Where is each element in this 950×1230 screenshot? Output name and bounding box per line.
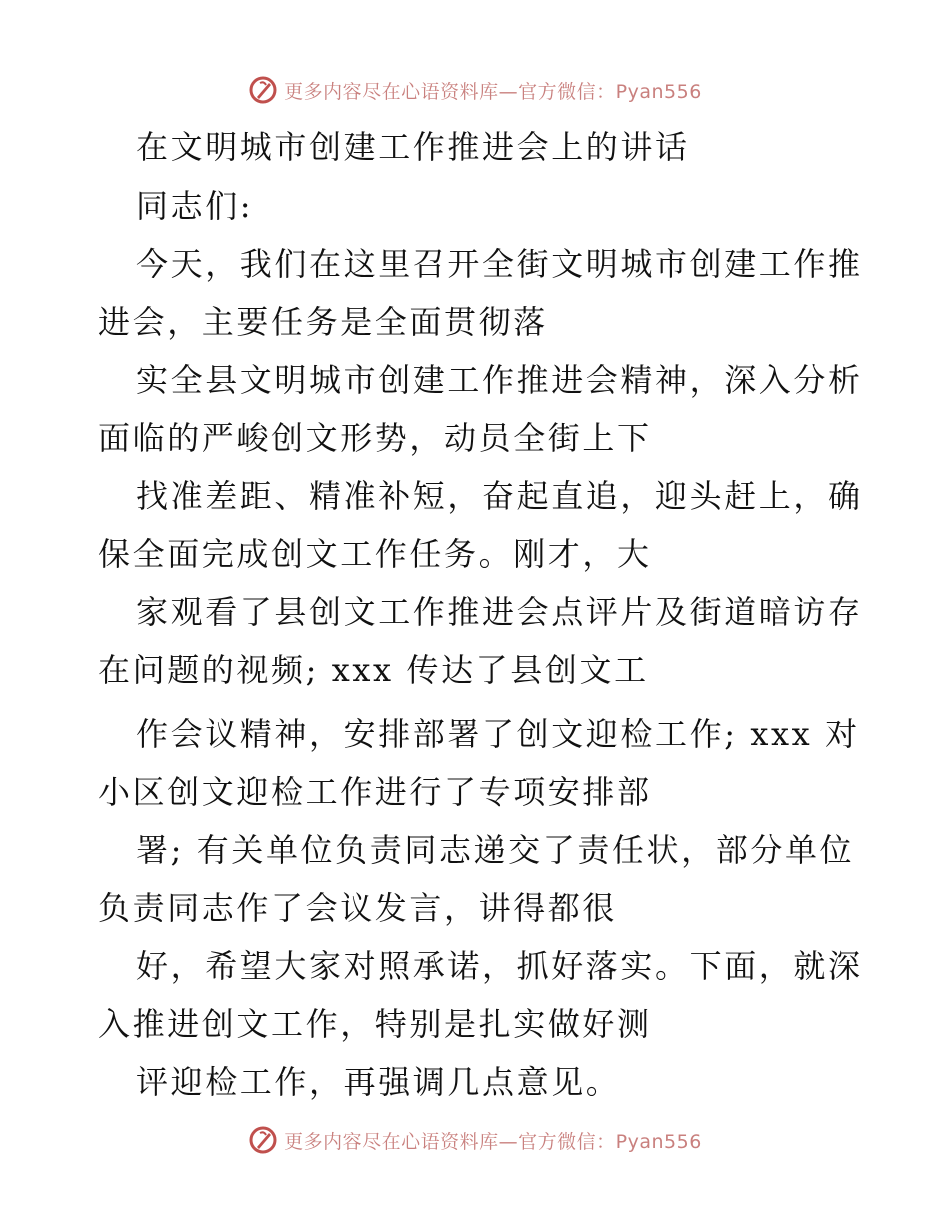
- watermark-text: 更多内容尽在心语资料库—官方微信：Pyan556: [284, 80, 702, 103]
- body-line: 面临的严峻创文形势，动员全街上下: [98, 419, 652, 457]
- body-line: 好，希望大家对照承诺，抓好落实。下面，就深: [136, 947, 863, 985]
- body-line: 作会议精神，安排部署了创文迎检工作; xxx 对: [136, 715, 860, 753]
- body-line: 小区创文迎检工作进行了专项安排部: [98, 773, 652, 811]
- body-line: 署; 有关单位负责同志递交了责任状，部分单位: [136, 831, 855, 869]
- body-line: 保全面完成创文工作任务。刚才，大: [98, 535, 652, 573]
- body-line: 入推进创文工作，特别是扎实做好测: [98, 1005, 652, 1043]
- quill-circle-icon: [248, 75, 278, 105]
- body-line: 家观看了县创文工作推进会点评片及街道暗访存: [136, 593, 863, 631]
- salutation: 同志们:: [136, 187, 254, 225]
- quill-circle-icon: [248, 1125, 278, 1155]
- header-watermark: [0, 70, 950, 110]
- body-line: 在问题的视频; xxx 传达了县创文工: [98, 651, 649, 689]
- body-line: 找准差距、精准补短，奋起直追，迎头赶上，确: [136, 477, 863, 515]
- document-title: 在文明城市创建工作推进会上的讲话: [136, 128, 690, 166]
- body-line: 评迎检工作，再强调几点意见。: [136, 1063, 621, 1101]
- body-line: 实全县文明城市创建工作推进会精神，深入分析: [136, 361, 863, 399]
- watermark-text: 更多内容尽在心语资料库—官方微信：Pyan556: [284, 1130, 702, 1153]
- body-line: 负责同志作了会议发言，讲得都很: [98, 889, 618, 927]
- body-line: 进会，主要任务是全面贯彻落: [98, 303, 548, 341]
- footer-watermark: [0, 1120, 950, 1160]
- body-line: 今天，我们在这里召开全街文明城市创建工作推: [136, 245, 863, 283]
